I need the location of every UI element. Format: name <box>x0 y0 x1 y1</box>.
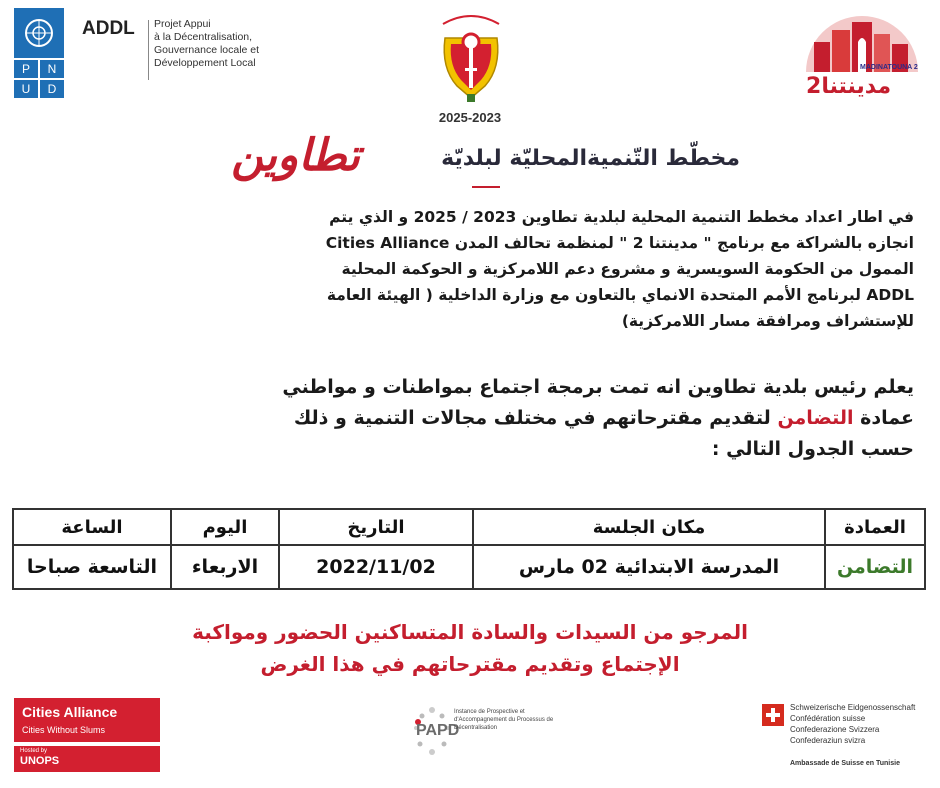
table-row <box>13 545 925 589</box>
addl-line: Gouvernance locale et <box>154 44 260 56</box>
madinatouna-label: MADINATOUNA 2 <box>860 64 918 71</box>
papd-acronym: PAPD <box>416 722 460 739</box>
cities-alliance-logo <box>14 698 160 742</box>
cell-day: الاربعاء <box>171 545 279 589</box>
intro-line: انجازه بالشراكة مع برنامج " مدينتنا 2 " لمنظمة تحالف المدن Cities Alliance <box>325 234 914 252</box>
unops-name: UNOPS <box>20 755 60 767</box>
swiss-line: Confédération suisse <box>790 714 866 723</box>
swiss-line: Confederazione Svizzera <box>790 725 880 734</box>
invitation-text <box>100 616 840 680</box>
cell-location: المدرسة الابتدائية 02 مارس <box>473 545 825 589</box>
highlighted-sector-name: التضامن <box>777 407 854 429</box>
swiss-line: Schweizerische Eidgenossenschaft <box>790 703 916 712</box>
meeting-schedule-table <box>12 508 926 590</box>
swiss-confederation-logo <box>762 702 932 772</box>
page-title <box>231 130 740 190</box>
swiss-flag-icon <box>762 704 784 726</box>
column-header-sector: العمادة <box>825 509 925 545</box>
undp-letter: N <box>40 60 64 78</box>
unops-logo <box>14 746 160 772</box>
addl-line: Développement Local <box>154 57 256 69</box>
plan-year-range: 2025-2023 <box>438 110 502 125</box>
column-header-time: الساعة <box>13 509 171 545</box>
title-text: مخطّط التّنميةالمحليّة لبلديّة <box>441 146 740 171</box>
madinatouna-arabic: مدينتنا2 <box>806 74 892 99</box>
undp-letter: P <box>14 60 38 78</box>
announcement-text: لتقديم مقترحاتهم في مختلف مجالات التنمية و ذلك <box>293 407 778 429</box>
madinatouna-logo <box>800 12 924 104</box>
title-city-name: تطاوين <box>231 130 360 181</box>
addl-description <box>154 18 354 70</box>
swiss-embassy-label: Ambassade de Suisse en Tunisie <box>790 760 900 767</box>
addl-line: Projet Appui <box>154 18 211 30</box>
announcement-text: عمادة <box>853 407 914 429</box>
addl-line: à la Décentralisation, <box>154 31 253 43</box>
announcement-line: يعلم رئيس بلدية تطاوين انه تمت برمجة اجتماع بمواطنات و مواطني <box>282 376 914 398</box>
addl-divider <box>148 20 149 80</box>
undp-letter: U <box>14 80 38 98</box>
announcement-line: حسب الجدول التالي : <box>711 438 914 460</box>
cell-time: التاسعة صباحا <box>13 545 171 589</box>
addl-name: ADDL <box>82 18 135 39</box>
papd-logo <box>410 700 580 764</box>
intro-line: في اطار اعداد مخطط التنمية المحلية لبلدية تطاوين 2023 / 2025 و الذي يتم <box>329 208 914 226</box>
column-header-day: اليوم <box>171 509 279 545</box>
intro-line: للإستشراف ومرافقة مسار اللامركزية) <box>621 312 914 330</box>
undp-logo <box>14 8 64 98</box>
title-underline <box>472 186 500 188</box>
swiss-line: Confederaziun svizra <box>790 736 866 745</box>
undp-letter: D <box>40 80 64 98</box>
invitation-line: المرجو من السيدات والسادة المتساكنين الحضور ومواكبة <box>192 620 748 644</box>
cities-alliance-title: Cities Alliance <box>22 704 118 720</box>
column-header-date: التاريخ <box>279 509 473 545</box>
announcement-paragraph <box>14 372 914 465</box>
madinatouna-buildings-icon <box>800 12 924 72</box>
invitation-line: الإجتماع وتقديم مقترحاتهم في هذا الغرض <box>260 652 680 676</box>
cell-date: 2022/11/02 <box>279 545 473 589</box>
announcement-line <box>14 403 914 434</box>
unops-hosted-label: Hosted by <box>20 748 48 754</box>
intro-paragraph <box>14 204 914 334</box>
cities-alliance-tagline: Cities Without Slums <box>22 725 106 735</box>
papd-description: Instance de Prospective et d'Accompagnement du Processus de Décentralisation <box>454 709 554 731</box>
municipality-emblem-icon <box>435 8 507 106</box>
cell-sector: التضامن <box>825 545 925 589</box>
swiss-names <box>790 702 915 746</box>
table-header-row <box>13 509 925 545</box>
intro-line: الممول من الحكومة السويسرية و مشروع دعم اللامركزية و الحوكمة المحلية <box>341 260 914 278</box>
column-header-location: مكان الجلسة <box>473 509 825 545</box>
un-emblem-icon <box>14 8 64 58</box>
intro-line: ADDL لبرنامج الأمم المتحدة الانماي بالتعاون مع وزارة الداخلية ( الهيئة العامة <box>326 286 914 304</box>
